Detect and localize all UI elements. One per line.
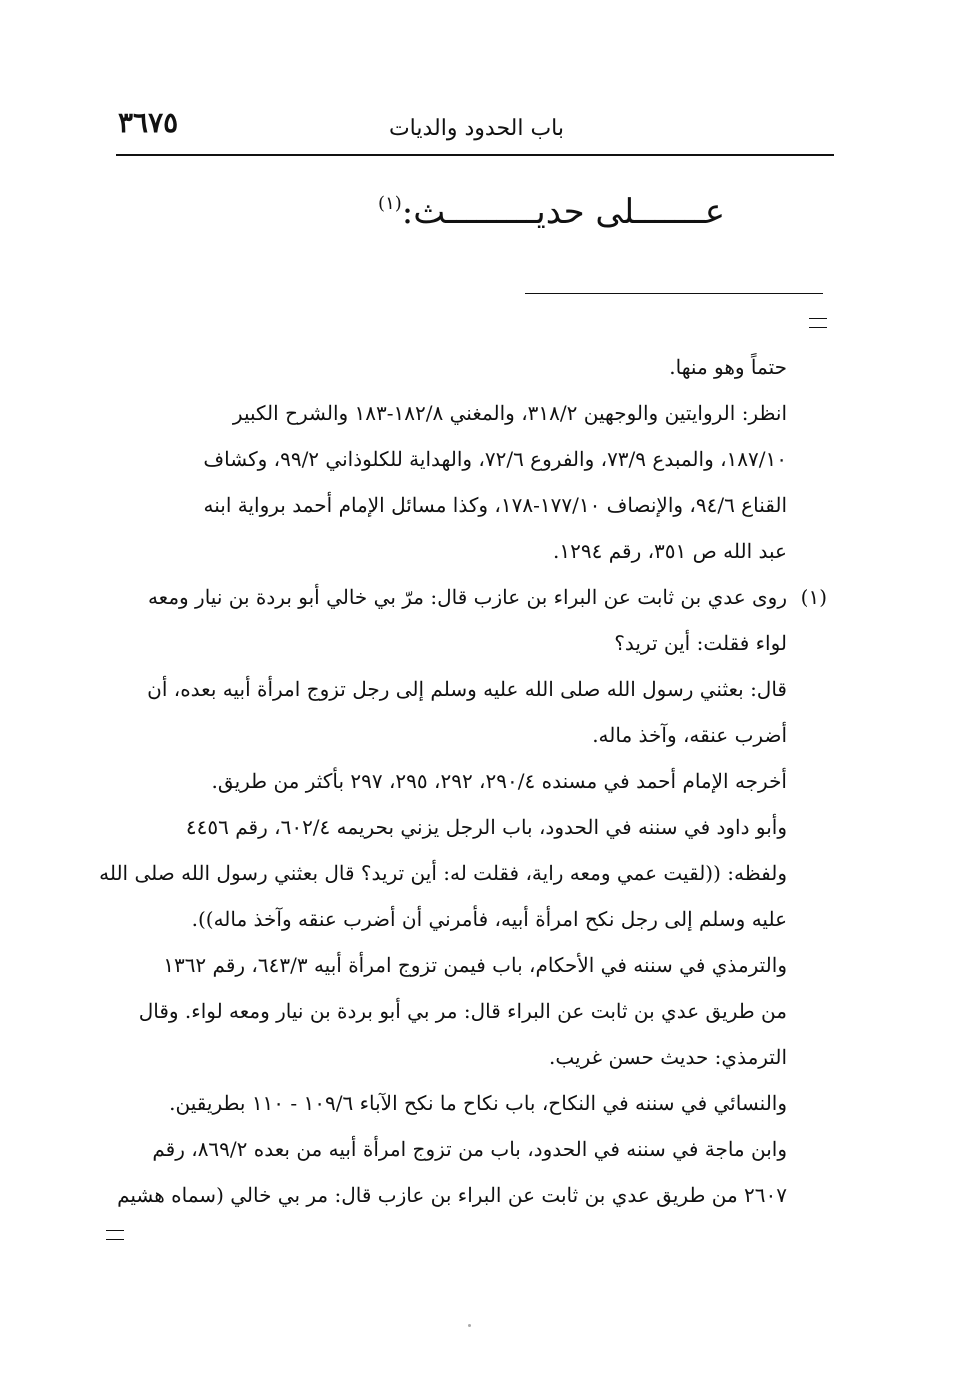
footnote-line: عليه وسلم إلى رجل نكح امرأة أبيه، فأمرني أن أضرب عنقه وآخذ ماله)). bbox=[191, 907, 787, 931]
scan-speck bbox=[468, 1324, 471, 1327]
footnote-number: (١) bbox=[800, 585, 827, 609]
main-text: عـــــــلى حديـــــــــث: bbox=[401, 192, 725, 232]
footnote-line: عبد الله ص ٣٥١، رقم ١٢٩٤. bbox=[553, 539, 787, 563]
footnote-reference: (١) bbox=[378, 193, 402, 214]
footnote-line: وابن ماجة في سننه في الحدود، باب من تزوج امرأة أبيه من بعده ٨٦٩/٢، رقم bbox=[152, 1137, 787, 1161]
footnote-line: أضرب عنقه، وآخذ ماله. bbox=[592, 723, 787, 747]
footnotes-block bbox=[99, 344, 827, 1218]
footnote-line: قال: بعثني رسول الله صلى الله عليه وسلم إلى رجل تزوج امرأة أبيه بعده، أن bbox=[147, 677, 787, 701]
footnote-line: ١٨٧/١٠، والمبدع ٧٣/٩، والفروع ٧٢/٦، والهداية للكلوذاني ٩٩/٢، وكشاف bbox=[203, 447, 787, 471]
continuation-mark-top bbox=[809, 318, 827, 328]
footnote-separator bbox=[525, 293, 823, 294]
footnote-line: ٢٦٠٧ من طريق عدي بن ثابت عن البراء بن عازب قال: مر بي خالي (سماه هشيم bbox=[117, 1183, 787, 1207]
footnote-line: القناع ٩٤/٦، والإنصاف ١٧٧/١٠-١٧٨، وكذا مسائل الإمام أحمد برواية ابنه bbox=[203, 493, 787, 517]
footnote-line: ولفظه: ((لقيت عمي ومعه راية، فقلت له: أين تريد؟ قال بعثني رسول الله صلى الله bbox=[99, 861, 787, 885]
page-number: ٣٦٧٥ bbox=[118, 106, 179, 139]
footnote-line: والترمذي في سننه في الأحكام، باب فيمن تزوج امرأة أبيه ٦٤٣/٣، رقم ١٣٦٢ bbox=[163, 953, 787, 977]
footnote-line: والنسائي في سننه في النكاح، باب نكاح ما نكح الآباء ١٠٩/٦ - ١١٠ بطريقين. bbox=[169, 1091, 787, 1115]
continuation-mark-bottom bbox=[106, 1230, 124, 1240]
footnote-line: أخرجه الإمام أحمد في مسنده ٢٩٠/٤، ٢٩٢، ٢٩٥، ٢٩٧ بأكثر من طريق. bbox=[211, 769, 787, 793]
footnote-text: روى عدي بن ثابت عن البراء بن عازب قال: مرّ بي خالي أبو بردة بن نيار ومعه bbox=[147, 585, 787, 609]
main-text-line bbox=[378, 192, 725, 232]
footnote-line: وأبو داود في سننه في الحدود، باب الرجل يزني بحريمه ٦٠٢/٤، رقم ٤٤٥٦ bbox=[185, 815, 787, 839]
footnote-line: انظر: الروايتين والوجهين ٣١٨/٢، والمغني ١٨٢/٨-١٨٣ والشرح الكبير bbox=[232, 401, 787, 425]
running-title: باب الحدود والديات bbox=[388, 116, 565, 141]
header-rule bbox=[116, 154, 834, 156]
footnote-line: من طريق عدي بن ثابت عن البراء قال: مر بي أبو بردة بن نيار ومعه لواء. وقال bbox=[138, 999, 787, 1023]
footnote-line bbox=[116, 574, 827, 620]
footnote-line: الترمذي: حديث حسن غريب. bbox=[549, 1045, 787, 1069]
footnote-line: حتماً وهو منها. bbox=[669, 355, 787, 379]
footnote-line: لواء فقلت: أين تريد؟ bbox=[614, 631, 787, 655]
